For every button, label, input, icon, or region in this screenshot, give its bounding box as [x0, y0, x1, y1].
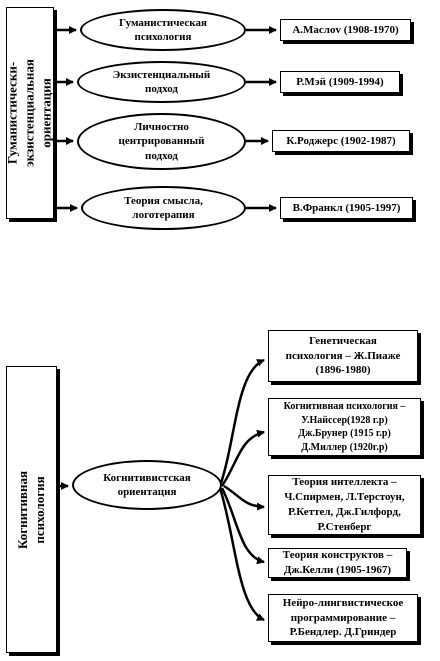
branch-label: Теория интеллекта – Ч.Спирмен, Л.Терстоун, Р.Кеттел, Дж.Гилфорд, Р.Стенберг — [284, 476, 405, 533]
branch-box-kelly — [268, 548, 407, 578]
center-label: Когнитивистская ориентация — [103, 471, 191, 498]
branch-box-piaget — [268, 330, 418, 382]
cognitive-side-label: Когнитивная психология — [14, 470, 47, 549]
person-box-frankl — [280, 197, 413, 219]
arrow-to-piaget — [220, 360, 264, 486]
branch-label: Нейро-лингвистическое программирование – Р.Бендлер. Д.Гриндер — [282, 596, 404, 639]
person-box-may — [280, 71, 400, 93]
approach-label: Теория смысла, логотерапия — [124, 194, 203, 221]
approach-label: Гуманистическая психология — [119, 16, 207, 43]
orientation-label: Гуманистически- экзистенциальная ориентация — [4, 59, 54, 167]
approach-ellipse-existential — [77, 61, 246, 103]
person-label: Р.Мэй (1909-1994) — [296, 75, 384, 88]
person-label: А.Маслоv (1908-1970) — [292, 23, 399, 36]
cognitive-orientation-ellipse — [72, 460, 222, 510]
branch-label: Генетическая психология – Ж.Пиаже (1896-1980) — [285, 334, 401, 377]
approach-label: Личностно центрированный подход — [118, 121, 205, 162]
person-label: В.Франкл (1905-1997) — [292, 201, 401, 214]
branch-box-nlp — [268, 594, 418, 642]
person-box-rogers — [272, 130, 410, 152]
orientation-box-humanistic — [6, 7, 54, 219]
branch-box-intelligence — [268, 475, 421, 535]
branch-label: Теория конструктов – Дж.Келли (1905-1967) — [282, 549, 393, 576]
person-box-maslow — [280, 19, 411, 41]
approach-ellipse-humanistic — [80, 9, 246, 51]
approach-ellipse-person-centered — [77, 113, 246, 170]
person-label: К.Роджерс (1902-1987) — [286, 134, 396, 147]
approach-label: Экзистенциальный подход — [112, 68, 211, 95]
approach-ellipse-logotherapy — [81, 186, 246, 230]
branch-label: Когнитивная психология – У.Найссер(1928 г.р) Дж.Брунер (1915 г.р) Д.Миллер (1920г.р) — [283, 401, 406, 453]
branch-box-neisser — [268, 398, 421, 456]
cognitive-psychology-box — [6, 366, 57, 653]
arrow-to-nlp — [220, 488, 264, 620]
